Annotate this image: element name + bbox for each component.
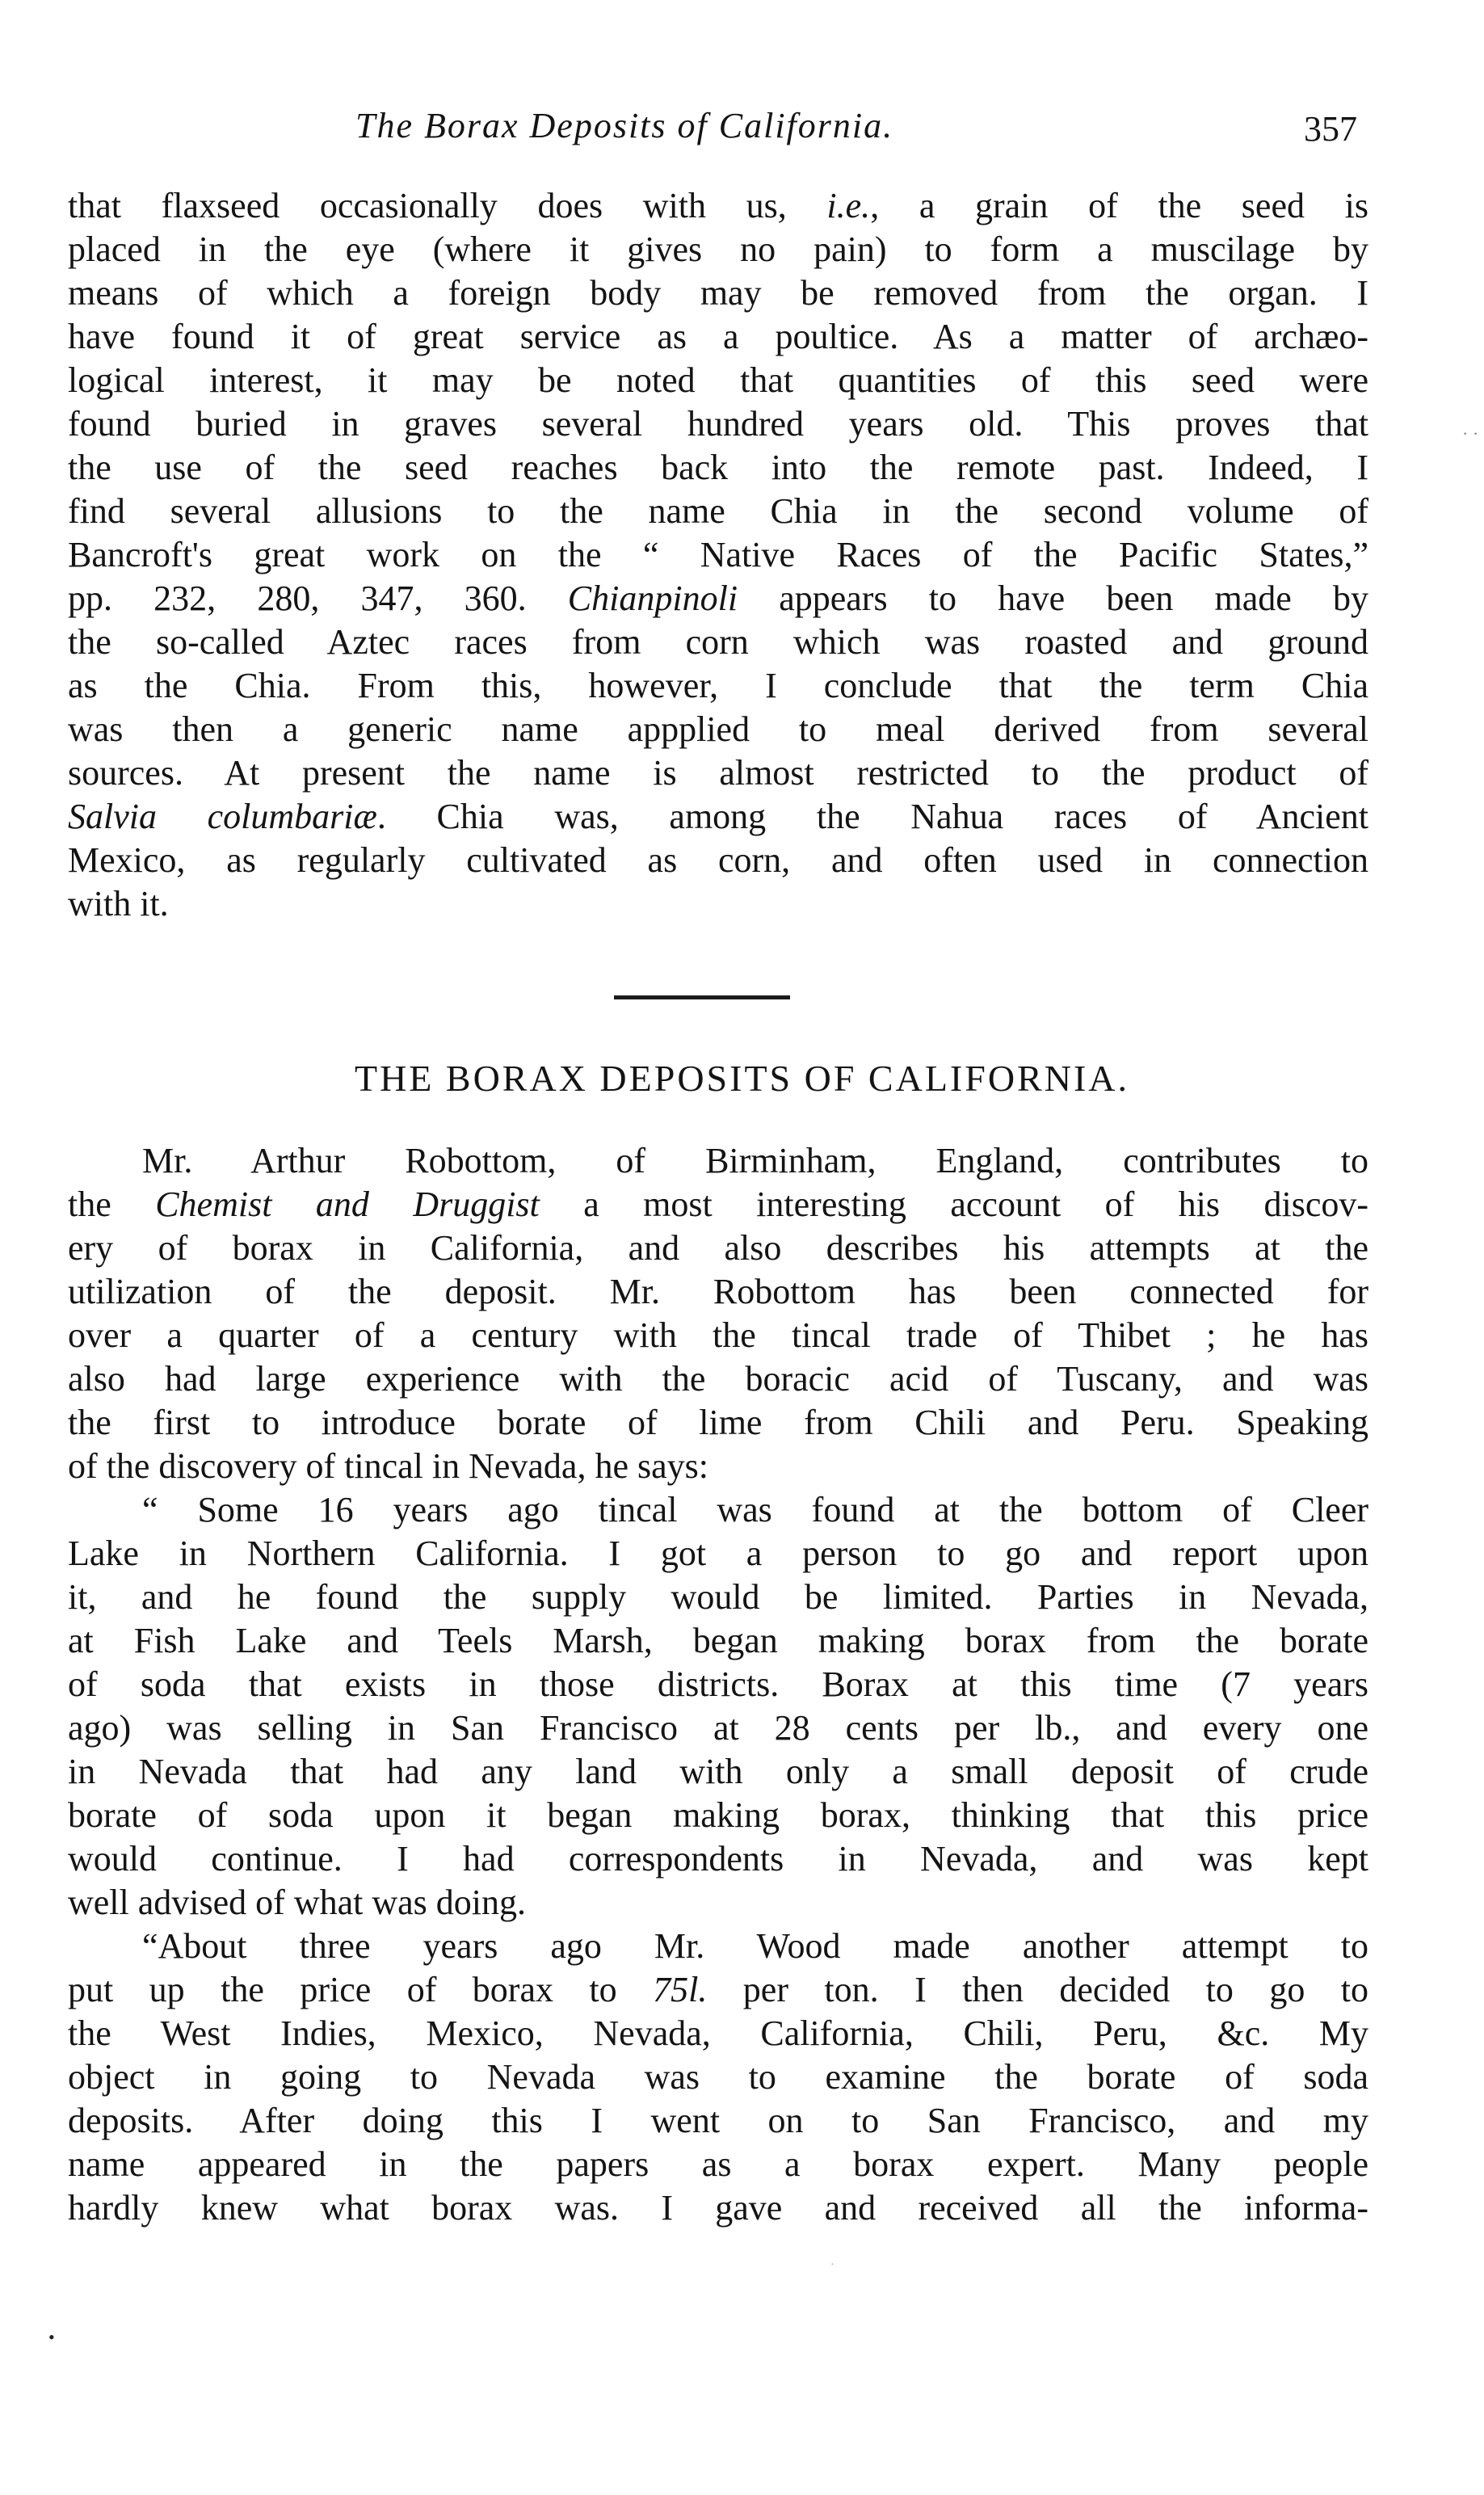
scan-speck: · <box>830 2259 834 2271</box>
italic-phrase: Chianpinoli <box>567 579 738 618</box>
text-line: “About three years ago Mr. Wood made another attempt to <box>142 1926 1368 1966</box>
text-line: utilization of the deposit. Mr. Robottom has been connected for <box>68 1272 1368 1311</box>
text-line: borate of soda upon it began making borax, thinking that this price <box>68 1795 1368 1835</box>
section-heading: THE BORAX DEPOSITS OF CALIFORNIA. <box>354 1058 1129 1099</box>
text-line: that flaxseed occasionally does with us, i.e., a grain of the seed is <box>68 186 1368 225</box>
text-line: it, and he found the supply would be limited. Parties in Nevada, <box>68 1577 1368 1617</box>
text-line: over a quarter of a century with the tincal trade of Thibet ; he has <box>68 1315 1368 1355</box>
text-line: the use of the seed reaches back into the remote past. Indeed, I <box>68 448 1368 487</box>
text-line: of the discovery of tincal in Nevada, he says: <box>68 1446 708 1486</box>
text-line: the first to introduce borate of lime from Chili and Peru. Speaking <box>68 1403 1368 1442</box>
quoted-paragraph <box>68 1925 1368 2230</box>
italic-phrase: Chemist and Druggist <box>155 1184 540 1224</box>
text-line: Mexico, as regularly cultivated as corn, and often used in connection <box>68 840 1368 880</box>
text-line: found buried in graves several hundred years old. This proves that <box>68 404 1368 444</box>
text-line: means of which a foreign body may be removed from the organ. I <box>68 273 1368 313</box>
text-line: object in going to Nevada was to examine the borate of soda <box>68 2057 1368 2097</box>
scan-speck: • <box>48 2327 55 2347</box>
text-line: Lake in Northern California. I got a person to go and report upon <box>68 1534 1368 1573</box>
text-line: Bancroft's great work on the “ Native Races of the Pacific States,” <box>68 535 1368 574</box>
text-line: as the Chia. From this, however, I conclude that the term Chia <box>68 666 1368 705</box>
article-body <box>68 1139 1368 2230</box>
text-line: deposits. After doing this I went on to San Francisco, and my <box>68 2101 1368 2140</box>
text-line: logical interest, it may be noted that quantities of this seed were <box>68 360 1368 400</box>
text-line: have found it of great service as a poultice. As a matter of archæo- <box>68 317 1368 356</box>
text-line: the West Indies, Mexico, Nevada, California, Chili, Peru, &c. My <box>68 2013 1368 2053</box>
italic-phrase: Salvia columbariæ <box>68 797 377 836</box>
italic-phrase: 75l. <box>653 1970 708 2009</box>
text-line: would continue. I had correspondents in Nevada, and was kept <box>68 1839 1368 1879</box>
section-divider-rule <box>614 995 790 999</box>
running-title: The Borax Deposits of California. <box>355 106 894 145</box>
text-line: at Fish Lake and Teels Marsh, began making borax from the borate <box>68 1621 1368 1660</box>
quoted-paragraph <box>68 1488 1368 1925</box>
text-line: in Nevada that had any land with only a small deposit of crude <box>68 1752 1368 1791</box>
text-line: also had large experience with the boracic acid of Tuscany, and was <box>68 1359 1368 1399</box>
text-line: find several allusions to the name Chia in the second volume of <box>68 491 1368 531</box>
text-line: hardly knew what borax was. I gave and received all the informa- <box>68 2188 1368 2228</box>
page-header <box>355 105 1357 162</box>
text-line: Mr. Arthur Robottom, of Birminham, England, contributes to <box>142 1141 1368 1180</box>
continued-paragraph <box>68 184 1368 926</box>
text-line: well advised of what was doing. <box>68 1883 526 1922</box>
paragraph <box>68 1139 1368 1488</box>
italic-phrase: i.e. <box>826 186 871 225</box>
text-line: ery of borax in California, and also describes his attempts at the <box>68 1228 1368 1268</box>
text-line: Salvia columbariæ. Chia was, among the Nahua races of Ancient <box>68 797 1368 836</box>
text-line: of soda that exists in those districts. Borax at this time (7 years <box>68 1664 1368 1704</box>
text-line: put up the price of borax to 75l. per ton. I then decided to go to <box>68 1970 1368 2009</box>
text-line: name appeared in the papers as a borax expert. Many people <box>68 2144 1368 2184</box>
text-line: was then a generic name appplied to meal derived from several <box>68 709 1368 749</box>
text-line: the so-called Aztec races from corn which was roasted and ground <box>68 622 1368 662</box>
text-line: with it. <box>68 884 169 924</box>
scan-speck: · · <box>1462 423 1479 444</box>
page-number: 357 <box>1304 109 1357 149</box>
text-line: placed in the eye (where it gives no pain) to form a muscilage by <box>68 229 1368 269</box>
text-line: the Chemist and Druggist a most interesting account of his discov- <box>68 1184 1368 1224</box>
text-line: ago) was selling in San Francisco at 28 cents per lb., and every one <box>68 1708 1368 1748</box>
text-line: sources. At present the name is almost restricted to the product of <box>68 753 1368 793</box>
text-line: “ Some 16 years ago tincal was found at the bottom of Cleer <box>142 1490 1368 1529</box>
text-line: pp. 232, 280, 347, 360. Chianpinoli appears to have been made by <box>68 579 1368 618</box>
